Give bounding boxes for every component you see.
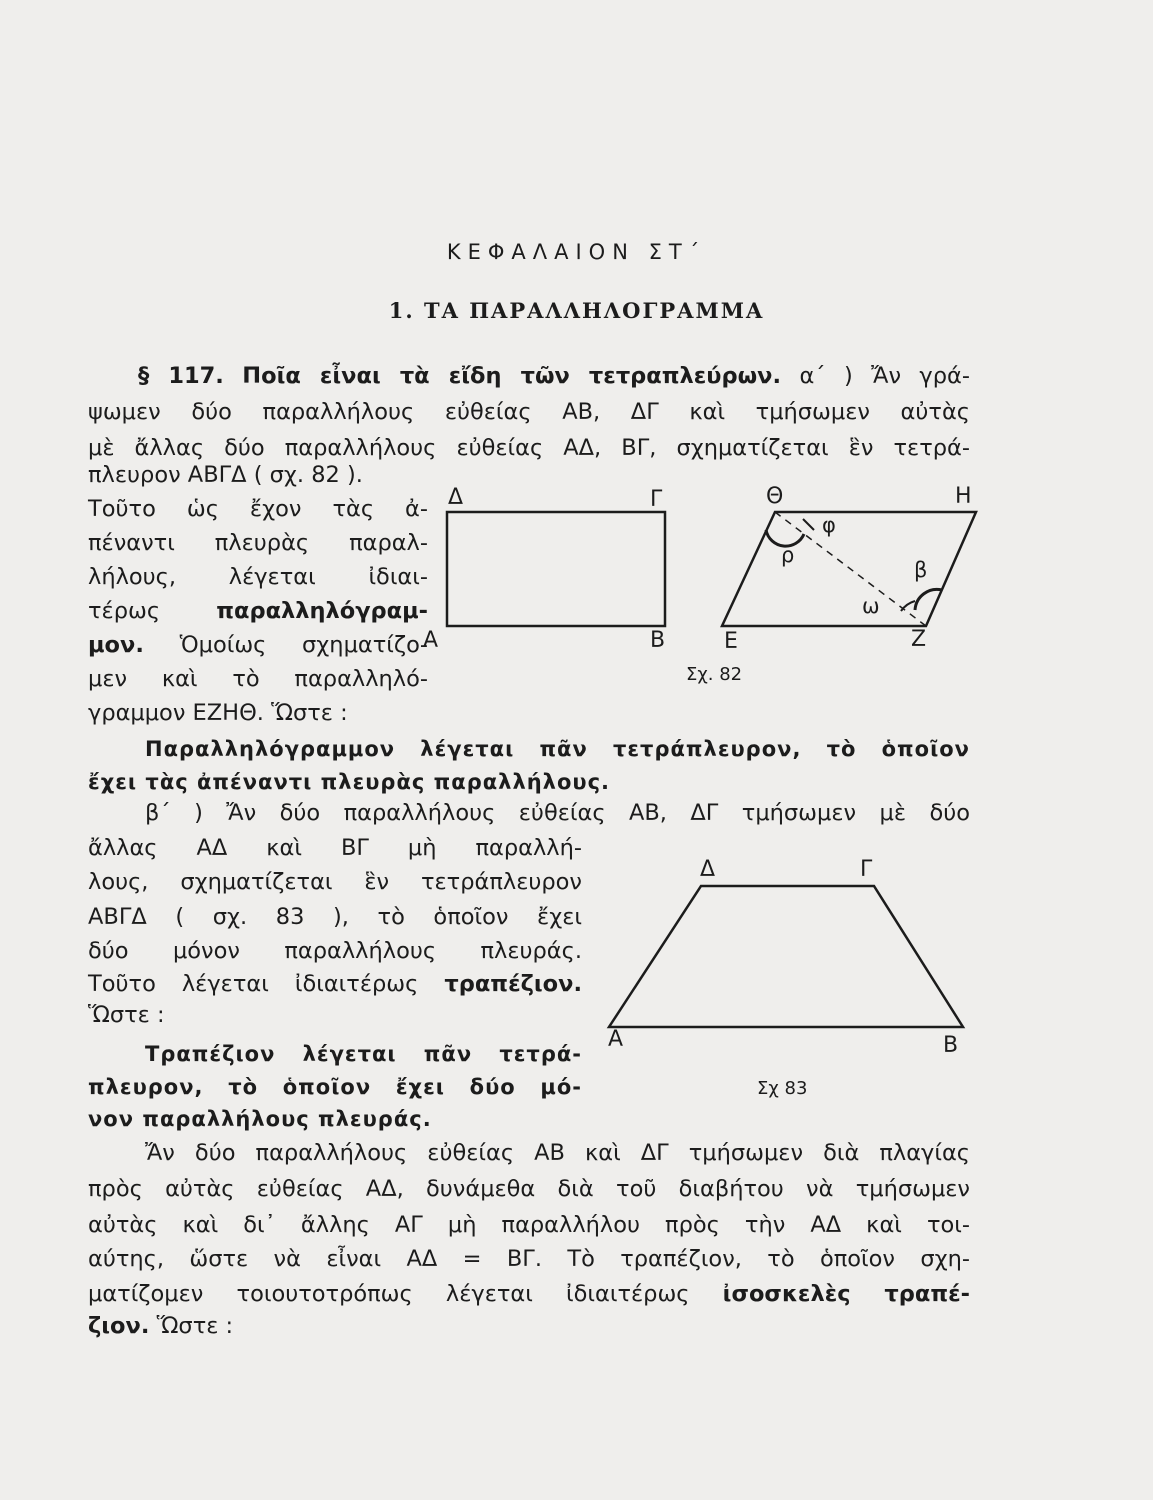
figure-82-parallelogram [722, 512, 976, 626]
p117-line-1-rest: α΄ ) Ἄν γρά- [799, 363, 970, 389]
fig82-label-Z: Ζ [911, 627, 927, 652]
p117-line-5: Τοῦτο ὡς ἔχον τὰς ἀ- [88, 496, 428, 522]
fig82-label-D: Δ [448, 485, 464, 510]
pb-line-6-a: Τοῦτο λέγεται ἰδιαιτέρως [88, 971, 419, 997]
p117-line-2: ψωμεν δύο παραλλήλους εὐθείας ΑΒ, ΔΓ καὶ τμήσωμεν αὐτὰς [88, 399, 970, 425]
p117-line-7: λήλους, λέγεται ἰδιαι- [88, 564, 428, 590]
fig82-caption: Σχ. 82 [686, 664, 743, 685]
pb-line-1: β΄ ) Ἄν δύο παραλλήλους εὐθείας ΑΒ, ΔΓ τμήσωμεν μὲ δύο [145, 800, 970, 826]
pc-term-end: ζιον. [88, 1313, 150, 1339]
figure-82-angle-omega-arc [901, 601, 915, 611]
section-heading: 1. ΤΑ ΠΑΡΑΛΛΗΛΟΓΡΑΜΜΑ [388, 298, 765, 323]
def-parallelogram-line-2: ἔχει τὰς ἀπέναντι πλευρὰς παραλλήλους. [88, 770, 611, 794]
fig82-label-H: Η [955, 484, 972, 509]
p117-number: § 117. [138, 363, 224, 389]
fig83-caption: Σχ 83 [757, 1078, 808, 1099]
fig83-label-D: Δ [700, 857, 716, 882]
p117-term-parallelogram: παραλληλόγραμ- [216, 598, 428, 624]
figure-82-rectangle [447, 512, 665, 626]
pb-line-3: λους, σχηματίζεται ἓν τετράπλευρον [88, 869, 582, 895]
figure-83-trapezoid [609, 886, 963, 1027]
pc-line-5-a: ματίζομεν τοιουτοτρόπως λέγεται ἰδιαιτέρως [88, 1281, 690, 1307]
p117-line-10: μεν καὶ τὸ παραλληλό- [88, 666, 428, 692]
pc-line-1: Ἄν δύο παραλλήλους εὐθείας ΑΒ καὶ ΔΓ τμήσωμεν διὰ πλαγίας [145, 1140, 970, 1166]
pb-line-2: ἄλλας ΑΔ καὶ ΒΓ μὴ παραλλή- [88, 835, 582, 861]
fig82-angle-rho: ρ [781, 543, 795, 567]
fig82-angle-beta: β [914, 558, 928, 582]
figure-82-angle-phi-mark [803, 519, 814, 530]
pb-line-7: Ὥστε : [88, 1002, 165, 1028]
fig82-label-G: Γ [650, 487, 663, 512]
fig83-label-G: Γ [860, 857, 873, 882]
fig83-label-B: Β [943, 1033, 959, 1058]
pc-term-isosceles: ἰσοσκελὲς τραπέ- [722, 1281, 970, 1307]
pc-line-6-b: Ὥστε : [156, 1313, 234, 1339]
p117-title: Ποῖα εἶναι τὰ εἴδη τῶν τετραπλεύρων. [242, 363, 782, 389]
pc-line-2: πρὸς αὐτὰς εὐθείας ΑΔ, δυνάμεθα διὰ τοῦ διαβήτου νὰ τμήσωμεν [88, 1176, 970, 1202]
fig82-angle-omega: ω [862, 594, 880, 618]
pb-line-5: δύο μόνον παραλλήλους πλευράς. [88, 938, 582, 964]
p117-line-6: πέναντι πλευρὰς παραλ- [88, 530, 428, 556]
p117-line-4: πλευρον ΑΒΓΔ ( σχ. 82 ). [88, 462, 363, 488]
pc-line-3: αὐτὰς καὶ δι᾽ ἄλλης ΑΓ μὴ παραλλήλου πρὸς τὴν ΑΔ καὶ τοι- [88, 1212, 970, 1238]
chapter-heading: ΚΕΦΑΛΑΙΟΝ ΣΤ΄ [446, 240, 707, 264]
p117-term-end: μον. [88, 632, 144, 658]
p117-line-11: γραμμον ΕΖΗΘ. Ὥστε : [88, 700, 348, 726]
p117-line-8-a: τέρως [88, 598, 161, 624]
def-parallelogram-line-1: Παραλληλόγραμμον λέγεται πᾶν τετράπλευρον, τὸ ὁποῖον [145, 737, 970, 761]
pb-line-4: ΑΒΓΔ ( σχ. 83 ), τὸ ὁποῖον ἔχει [88, 904, 582, 930]
fig83-label-A: Α [608, 1027, 624, 1052]
pc-line-4: αύτης, ὥστε νὰ εἶναι ΑΔ = ΒΓ. Τὸ τραπέζιον, τὸ ὁποῖον σχη- [88, 1246, 970, 1272]
fig82-label-B: Β [650, 628, 666, 653]
fig82-angle-phi: φ [822, 513, 836, 537]
fig82-label-Th: Θ [766, 484, 784, 509]
p117-line-9-b: Ὁμοίως σχηματίζο- [179, 632, 428, 658]
def-trapezoid-line-1: Τραπέζιον λέγεται πᾶν τετρά- [145, 1042, 582, 1066]
fig82-label-E: Ε [724, 629, 738, 654]
pb-term-trapezoid: τραπέζιον. [444, 971, 582, 997]
def-trapezoid-line-2: πλευρον, τὸ ὁποῖον ἔχει δύο μό- [88, 1075, 582, 1099]
p117-line-3: μὲ ἄλλας δύο παραλλήλους εὐθείας ΑΔ, ΒΓ, σχηματίζεται ἓν τετρά- [88, 435, 970, 461]
def-trapezoid-line-3: νον παραλλήλους πλευράς. [88, 1107, 432, 1131]
fig82-label-A: Α [423, 628, 439, 653]
